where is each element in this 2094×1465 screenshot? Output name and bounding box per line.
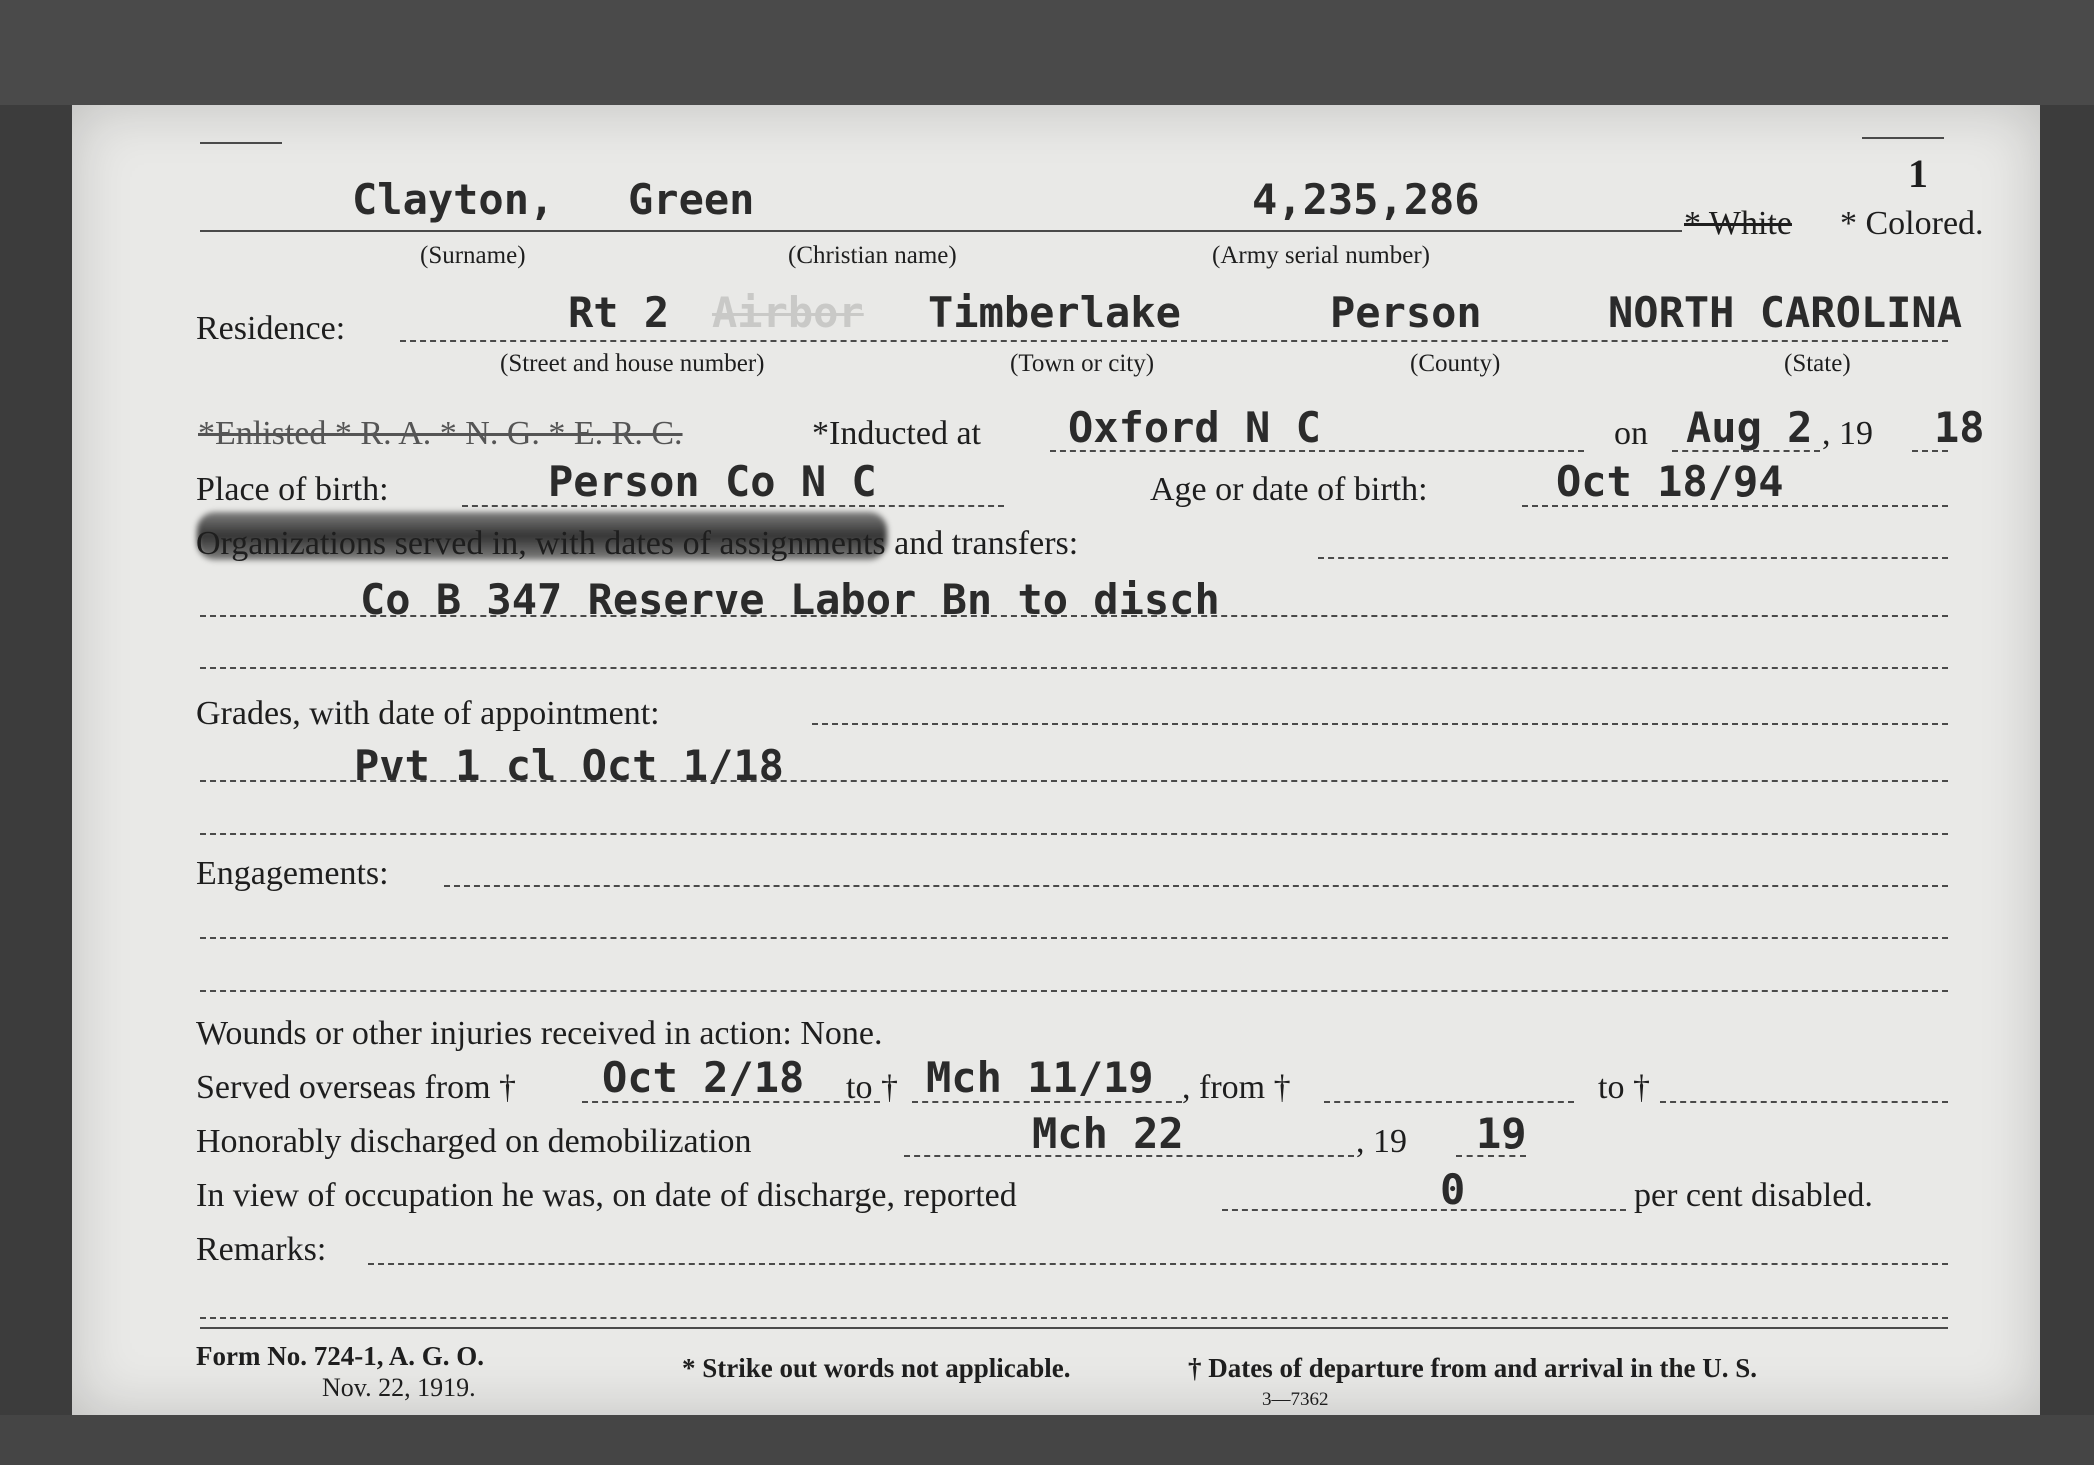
induction-date-value: Aug 2 (1686, 403, 1813, 452)
engagements-line-2 (200, 937, 1948, 939)
overseas-to2-label: to † (1598, 1069, 1650, 1106)
residence-label: Residence: (196, 310, 346, 347)
top-left-rule (200, 142, 282, 144)
discharge-date-value: Mch 22 (1032, 1109, 1184, 1158)
discharge-year-line (1456, 1155, 1526, 1157)
overseas-to-label: to † (846, 1069, 898, 1106)
serial-number-value: 4,235,286 (1252, 175, 1480, 224)
overseas-from-label: Served overseas from † (196, 1069, 517, 1106)
overseas-from2-label: , from † (1182, 1069, 1291, 1106)
disability-suffix: per cent disabled. (1634, 1177, 1873, 1214)
remarks-line-1 (368, 1263, 1948, 1265)
state-value: NORTH CAROLINA (1608, 288, 1963, 337)
top-right-rule (1862, 137, 1944, 139)
birth-date-value: Oct 18/94 (1556, 457, 1784, 506)
scan-background-top (0, 0, 2094, 105)
grades-label: Grades, with date of appointment: (196, 695, 660, 732)
state-caption: (State) (1784, 350, 1851, 377)
county-caption: (County) (1410, 350, 1501, 377)
age-label: Age or date of birth: (1150, 471, 1428, 508)
disability-line (1222, 1209, 1626, 1211)
engagements-label: Engagements: (196, 855, 389, 892)
place-of-birth-label: Place of birth: (196, 471, 389, 508)
footnote-strike: * Strike out words not applicable. (682, 1353, 1071, 1383)
discharge-label: Honorably discharged on demobilization (196, 1123, 752, 1160)
christian-name-caption: (Christian name) (788, 242, 957, 269)
discharge-year-value: 19 (1476, 1109, 1527, 1158)
form-number: Form No. 724-1, A. G. O. (196, 1341, 484, 1371)
grades-line-1 (812, 723, 1948, 725)
grades-line-3 (200, 833, 1948, 835)
town-value: Timberlake (928, 288, 1181, 337)
on-label: on (1614, 415, 1648, 452)
surname-value: Clayton, (352, 175, 555, 224)
county-value: Person (1330, 288, 1482, 337)
surname-caption: (Surname) (420, 242, 526, 269)
induction-year-value: 18 (1934, 403, 1985, 452)
discharge-date-line (904, 1155, 1354, 1157)
organizations-line-1 (1318, 557, 1948, 559)
induction-year-prefix: , 19 (1822, 415, 1873, 452)
disability-value: 0 (1440, 1165, 1466, 1214)
footer-rule (200, 1327, 1948, 1329)
birth-date-line (1522, 505, 1948, 507)
organizations-line-2 (200, 615, 1948, 617)
street-value: Rt 2 (568, 288, 670, 337)
inducted-place-value: Oxford N C (1068, 403, 1321, 452)
grades-value: Pvt 1 cl Oct 1/18 (354, 741, 784, 790)
residence-line (400, 340, 1948, 342)
overseas-to-line (912, 1101, 1182, 1103)
christian-name-value: Green (628, 175, 755, 224)
organizations-line-3 (200, 667, 1948, 669)
form-date: Nov. 22, 1919. (322, 1373, 476, 1402)
place-of-birth-line (462, 505, 1004, 507)
service-record-card (72, 105, 2040, 1415)
card-number: 1 (1908, 151, 1928, 196)
engagements-line-1 (444, 885, 1948, 887)
remarks-line-2 (200, 1317, 1948, 1319)
overseas-from-value: Oct 2/18 (602, 1053, 805, 1102)
organizations-label: Organizations served in, with dates of assignments and transfers: (196, 525, 1079, 562)
organizations-value: Co B 347 Reserve Labor Bn to disch (360, 575, 1220, 624)
footnote-dates: † Dates of departure from and arrival in the U. S. (1188, 1353, 1757, 1383)
discharge-year-prefix: , 19 (1356, 1123, 1407, 1160)
remarks-label: Remarks: (196, 1231, 327, 1268)
scan-background-bottom (0, 1415, 2094, 1465)
wounds-text: Wounds or other injuries received in action: None. (196, 1015, 883, 1052)
engagements-line-3 (200, 990, 1948, 992)
overseas-to2-line (1660, 1101, 1948, 1103)
inducted-place-line (1050, 450, 1584, 452)
induction-year-line (1912, 450, 1948, 452)
name-line (200, 230, 1682, 232)
enlisted-options: *Enlisted * R. A. * N. G. * E. R. C. (198, 415, 683, 452)
grades-line-2 (200, 780, 1948, 782)
white-label: * White (1684, 205, 1792, 242)
place-of-birth-value: Person Co N C (548, 457, 877, 506)
print-code: 3—7362 (1262, 1389, 1329, 1410)
street-caption: (Street and house number) (500, 350, 765, 377)
disability-label: In view of occupation he was, on date of discharge, reported (196, 1177, 1017, 1214)
overseas-from2-line (1324, 1101, 1574, 1103)
serial-number-caption: (Army serial number) (1212, 242, 1430, 269)
induction-date-line (1672, 450, 1820, 452)
inducted-label: *Inducted at (812, 415, 981, 452)
street-struck-value: Airbor (712, 288, 864, 337)
overseas-from-line (582, 1101, 880, 1103)
colored-label: * Colored. (1840, 205, 1984, 242)
overseas-to-value: Mch 11/19 (926, 1053, 1154, 1102)
town-caption: (Town or city) (1010, 350, 1155, 377)
